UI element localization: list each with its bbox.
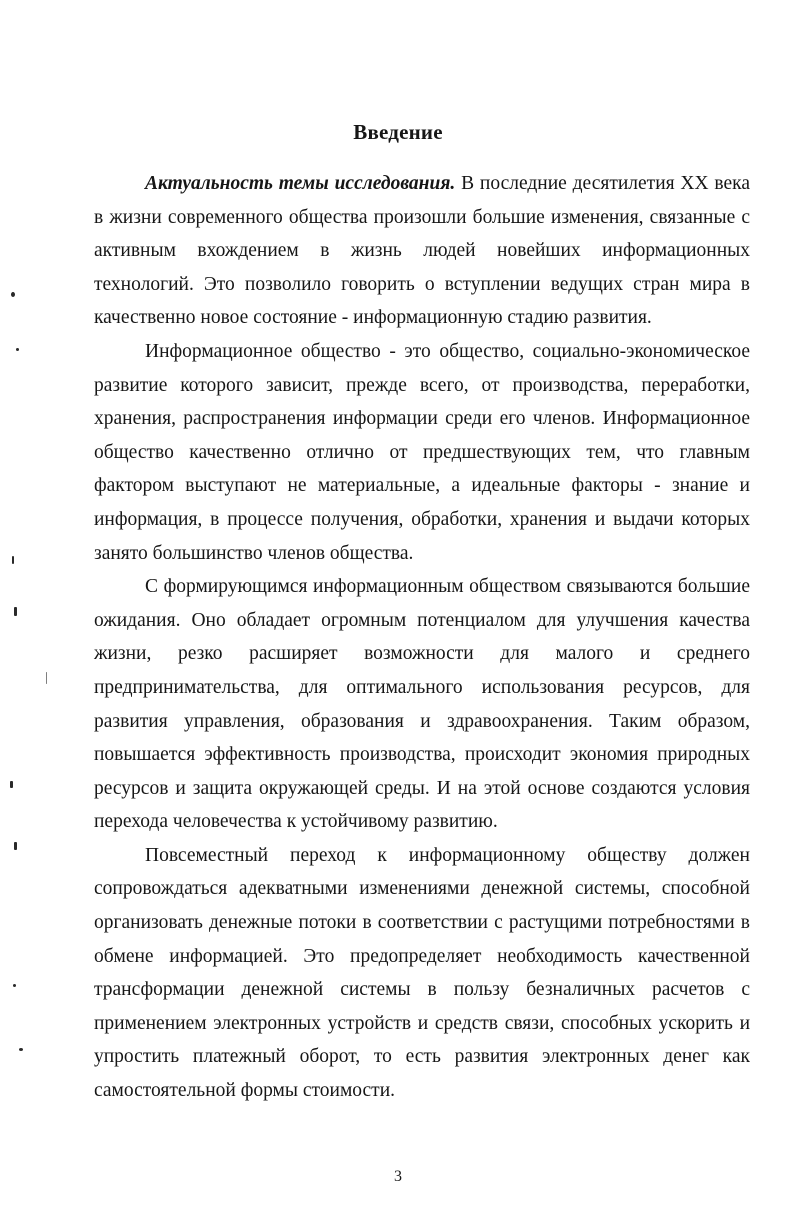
scan-speck [12,556,14,564]
scan-speck [14,607,17,616]
scan-speck [19,1048,23,1051]
scan-speck [10,781,13,788]
document-body [94,167,750,1108]
page-title: Введение [353,120,443,144]
paragraph-3: С формирующимся информационным обществом связываются большие ожидания. Оно обладает огромным потенциалом для улучшения качества жизни, резко расширяет возможности для малого и среднего предпринимательства, для оптимального использования ресурсов, для развития управления, образования и здравоохранения. Таким образом, повышается эффективность производства, происходит экономия природных ресурсов и защита окружающей среды. И на этой основе создаются условия перехода человечества к устойчивому развитию. [94,576,750,833]
paragraph-4: Повсеместный переход к информационному обществу должен сопровождаться адекватными изменениями денежной системы, способной организовать денежные потоки в соответствии с растущими потребностями в обмене информацией. Это предопределяет необходимость качественной трансформации денежной системы в пользу безналичных расчетов с применением электронных устройств и средств связи, способных ускорить и упростить платежный оборот, то есть развития электронных денег как самостоятельной формы стоимости. [94,844,750,1102]
paragraph-1 [94,167,750,335]
paragraph-text: В последние десятилетия XX века в жизни современного общества произошли большие изменения, связанные с активным вхождением в жизнь людей новейших информационных технологий. Это позволило говорить о вступлении ведущих стран мира в качественно новое состояние - информационную стадию развития. [94,173,750,329]
scan-speck [13,984,16,987]
scan-speck [11,292,15,297]
paragraph-lead: Актуальность темы исследования. [145,173,456,194]
paragraph-2: Информационное общество - это общество, социально-экономическое развитие которого зависит, прежде всего, от производства, переработки, хранения, распространения информации среди его членов. Информационное общество качественно отлично от предшествующих тем, что главным фактором выступают не материальные, а идеальные факторы - знание и информация, в процессе получения, обработки, хранения и выдачи которых занято большинство членов общества. [94,340,750,564]
page-number: 3 [394,1168,402,1185]
scan-speck [14,842,17,850]
scan-speck [46,672,47,684]
scan-speck [16,348,19,351]
